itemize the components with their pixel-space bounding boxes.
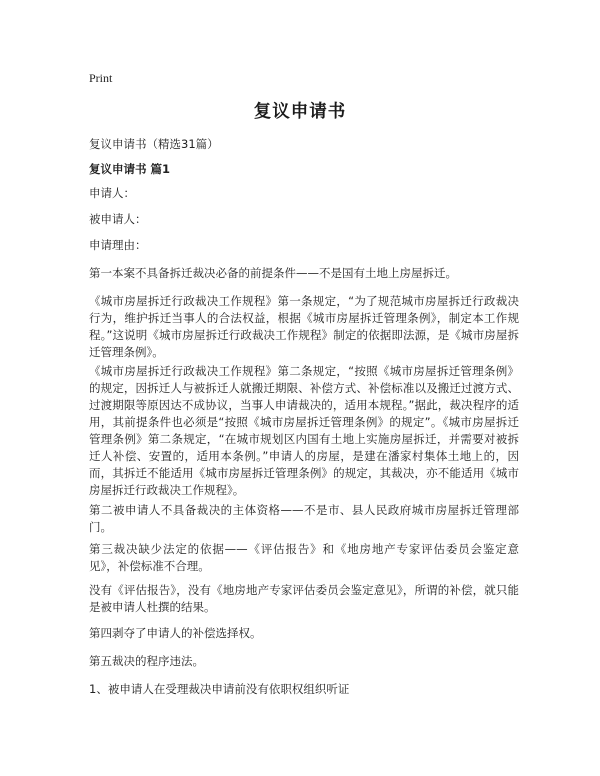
paragraph-rule-article-1: 《城市房屋拆迁行政裁决工作规程》第一条规定，“为了规范城市房屋拆迁行政裁决行为，维护拆迁当事人的合法权益，根据《城市房屋拆迁管理条例》，制定本工作规程。”这说明《城市房屋拆迁行政裁决工作规程》制定的依据即法源，是《城市房屋拆迁管理条例》。 — [89, 294, 519, 359]
document-subtitle: 复议申请书（精选31篇） — [89, 137, 219, 151]
print-link[interactable]: Print — [89, 71, 113, 85]
document-title: 复议申请书 — [253, 102, 347, 122]
paragraph-item-1: 1、被申请人在受理裁决申请前没有依职权组织听证 — [89, 682, 350, 696]
paragraph-respondent: 被申请人： — [89, 212, 147, 226]
paragraph-applicant: 申请人： — [89, 186, 135, 200]
paragraph-point-4: 第四剥夺了申请人的补偿选择权。 — [89, 626, 262, 640]
paragraph-point-3: 第三裁决缺少法定的依据——《评估报告》和《地房地产专家评估委员会鉴定意见》，补偿标准不合理。 — [89, 542, 519, 573]
paragraph-point-1: 第一本案不具备拆迁裁决必备的前提条件——不是国有土地上房屋拆迁。 — [89, 266, 457, 280]
section-title: 复议申请书 篇1 — [89, 162, 171, 176]
paragraph-point-5: 第五裁决的程序违法。 — [89, 654, 204, 668]
paragraph-no-report: 没有《评估报告》，没有《地房地产专家评估委员会鉴定意见》，所谓的补偿，就只能是被申请人杜撰的结果。 — [89, 583, 519, 614]
paragraph-reasons: 申请理由： — [89, 238, 147, 252]
paragraph-point-2: 第二被申请人不具备裁决的主体资格——不是市、县人民政府城市房屋拆迁管理部门。 — [89, 503, 519, 534]
paragraph-rule-article-2: 《城市房屋拆迁行政裁决工作规程》第二条规定，“按照《城市房屋拆迁管理条例》的规定，因拆迁人与被拆迁人就搬迁期限、补偿方式、补偿标准以及搬迁过渡方式、过渡期限等原因达不成协议，当事人申请裁决的，适用本规程。”据此，裁决程序的适用，其前提条件也必须是“按照《城市房屋拆迁管理条例》的规定”。《城市房屋拆迁管理条例》第二条规定，“在城市规划区内国有土地上实施房屋拆迁，并需要对被拆迁人补偿、安置的，适用本条例。”申请人的房屋，是建在潘家村集体土地上的，因而，其拆迁不能适用《城市房屋拆迁管理条例》的规定，其裁决，亦不能适用《城市房屋拆迁行政裁决工作规程》。 — [89, 364, 519, 497]
